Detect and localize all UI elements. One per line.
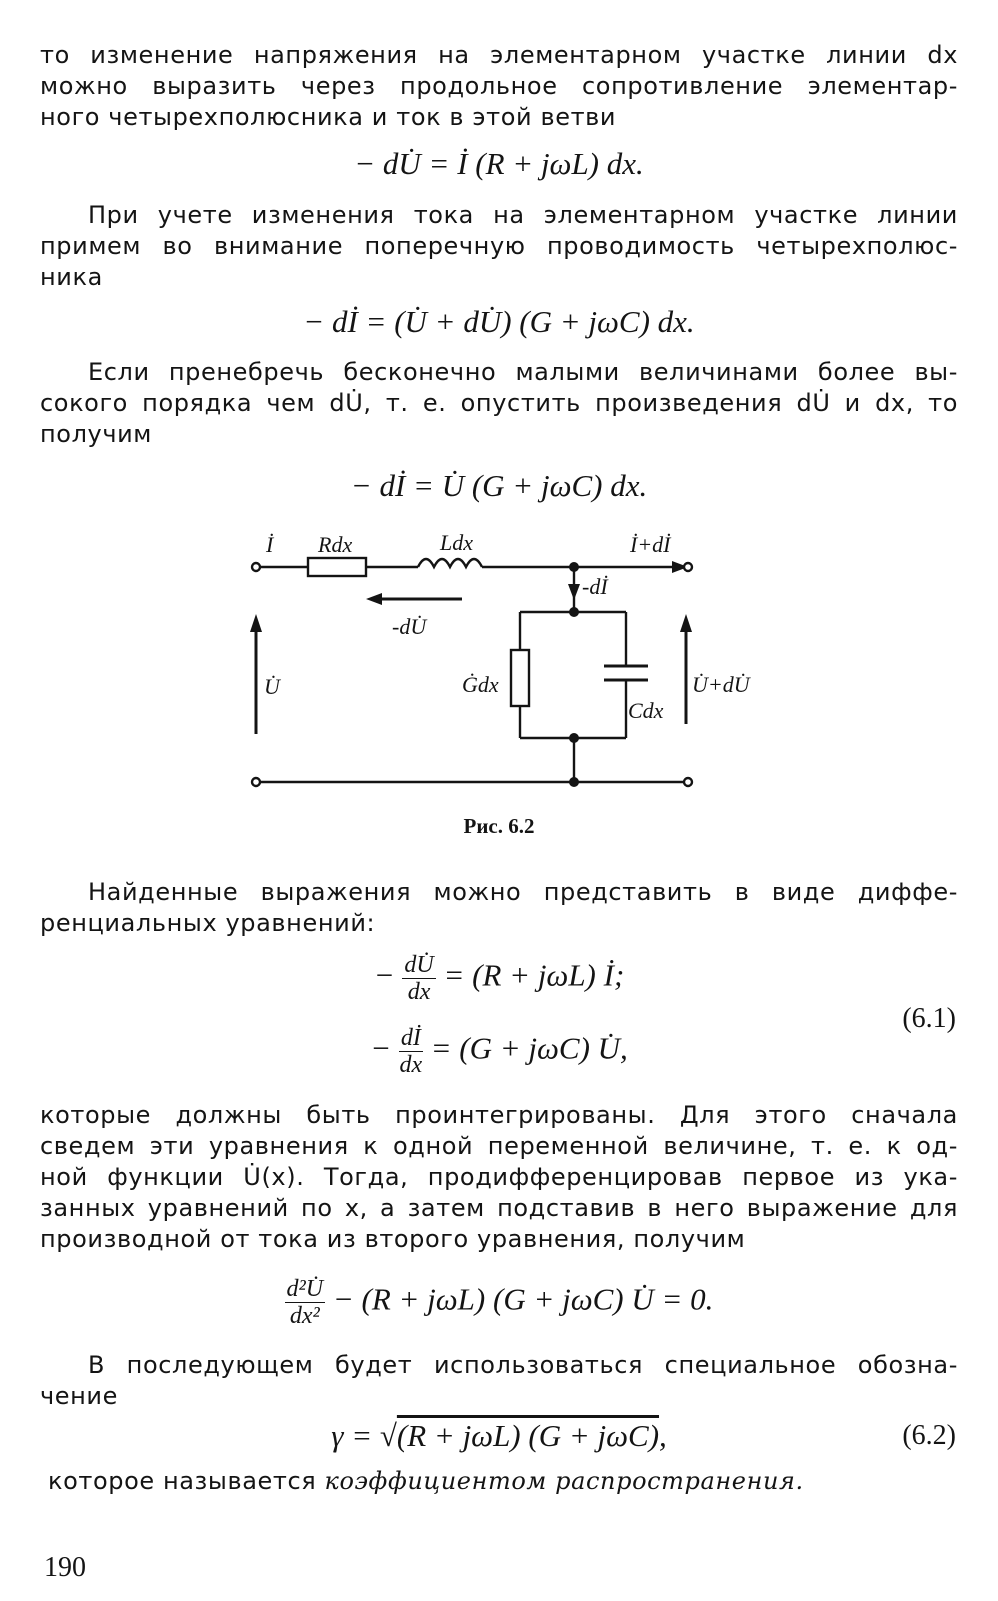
minus-di-arrow xyxy=(568,584,580,600)
text-line: чение xyxy=(40,1382,118,1410)
text-line: Найденные выражения можно представить в виде диффе- xyxy=(88,878,958,906)
node-dot-branch-top xyxy=(569,607,579,617)
label-rdx: Rdx xyxy=(318,532,353,557)
paragraph-3 xyxy=(40,357,958,450)
paragraph-4 xyxy=(40,877,958,939)
text-line: ной функции U̇(x). Тогда, продифференцировав первое из ука- xyxy=(40,1163,958,1191)
equation-3: − dİ = U̇ (G + jωC) dx. xyxy=(350,468,648,503)
u-du-arrow-head xyxy=(680,614,692,632)
terminal-bottom-right xyxy=(684,778,692,786)
label-u-plus-du: U̇+dU̇ xyxy=(692,672,750,697)
equation-6-2: γ = √(R + jωL) (G + jωC), xyxy=(331,1418,667,1453)
text-line: производной от тока из второго уравнения, получим xyxy=(40,1225,746,1253)
label-minus-du: -dU̇ xyxy=(392,614,427,639)
text-line: сведем эти уравнения к одной переменной величине, т. е. к од- xyxy=(40,1132,958,1160)
text-line: которые должны быть проинтегрированы. Для этого сначала xyxy=(40,1101,958,1129)
resistor-gdx xyxy=(511,650,529,706)
u-arrow-head xyxy=(250,614,262,632)
node-dot-top xyxy=(569,562,579,572)
label-u-in: U̇ xyxy=(264,674,280,699)
resistor-rdx xyxy=(308,558,366,576)
text-line: ренциальных уравнений: xyxy=(40,909,376,937)
fraction: $\frac{dİ}{dx}$ xyxy=(399,1025,423,1078)
text-line: Если пренебречь бесконечно малыми величинами более вы- xyxy=(88,358,958,386)
label-minus-di: -dİ xyxy=(582,574,608,599)
terminal-top-right xyxy=(684,563,692,571)
text-line: то изменение напряжения на элементарном участке линии dx xyxy=(40,41,958,69)
paragraph-5 xyxy=(40,1100,958,1255)
terminal-top-left xyxy=(252,563,260,571)
text-line: получим xyxy=(40,420,153,448)
fraction: $\frac{\text{d²U̇}}{\text{dx²}}$ xyxy=(286,1276,324,1329)
node-dot-bottom xyxy=(569,777,579,787)
equation-system-6-1-line-2: − $\frac{dİ}{dx}$ = (G + jωC) U̇, xyxy=(370,1025,628,1078)
text-line: примем во внимание поперечную проводимость четырехполюс- xyxy=(40,232,958,260)
figure-caption: Рис. 6.2 xyxy=(463,814,535,838)
page-number: 190 xyxy=(44,1552,86,1583)
paragraph-1 xyxy=(40,40,958,133)
text-line: можно выразить через продольное сопротивление элементар- xyxy=(40,72,958,100)
label-ldx: Ldx xyxy=(440,530,473,555)
text-line: В последующем будет использоваться специальное обозна- xyxy=(88,1351,958,1379)
equation-system-6-1-line-1: − $\frac{dU̇}{dx}$ = (R + jωL) İ; xyxy=(373,952,625,1005)
label-i-in: İ xyxy=(266,532,274,557)
label-i-plus-di: İ+dİ xyxy=(630,532,671,557)
term-italic: коэффициентом распространения. xyxy=(324,1467,804,1495)
text-plain: которое называется xyxy=(48,1467,325,1495)
node-dot-branch-bottom xyxy=(569,733,579,743)
paragraph-6 xyxy=(40,1350,958,1412)
minus-du-arrow-head xyxy=(366,593,382,605)
circuit-diagram xyxy=(0,520,998,810)
text-line: При учете изменения тока на элементарном участке линии xyxy=(88,201,958,229)
text-line: ника xyxy=(40,263,103,291)
label-cdx: Cdx xyxy=(628,698,664,723)
text-line: ного четырехполюсника и ток в этой ветви xyxy=(40,103,617,131)
text-line: сокого порядка чем dU̇, т. е. опустить произведения dU̇ и dx, то xyxy=(40,389,958,417)
equation-2: − dİ = (U̇ + dU̇) (G + jωC) dx. xyxy=(303,304,695,339)
text-line: занных уравнений по x, а затем подставив в него выражение для xyxy=(40,1194,958,1222)
paragraph-7 xyxy=(48,1466,966,1497)
equation-number-6-1: (6.1) xyxy=(902,1003,956,1034)
fraction: $\frac{dU̇}{dx}$ xyxy=(404,952,434,1005)
inductor-ldx xyxy=(418,559,482,567)
terminal-bottom-left xyxy=(252,778,260,786)
equation-1: − dU̇ = İ (R + jωL) dx. xyxy=(354,146,644,181)
paragraph-2 xyxy=(40,200,958,293)
equation-second-order: $\frac{\text{d²U̇}}{\text{dx²}}$ − (R + jωL) (G + jωC) U̇ = 0. xyxy=(286,1276,714,1329)
equation-number-6-2: (6.2) xyxy=(902,1420,956,1451)
label-gdx: Ġdx xyxy=(462,672,499,697)
